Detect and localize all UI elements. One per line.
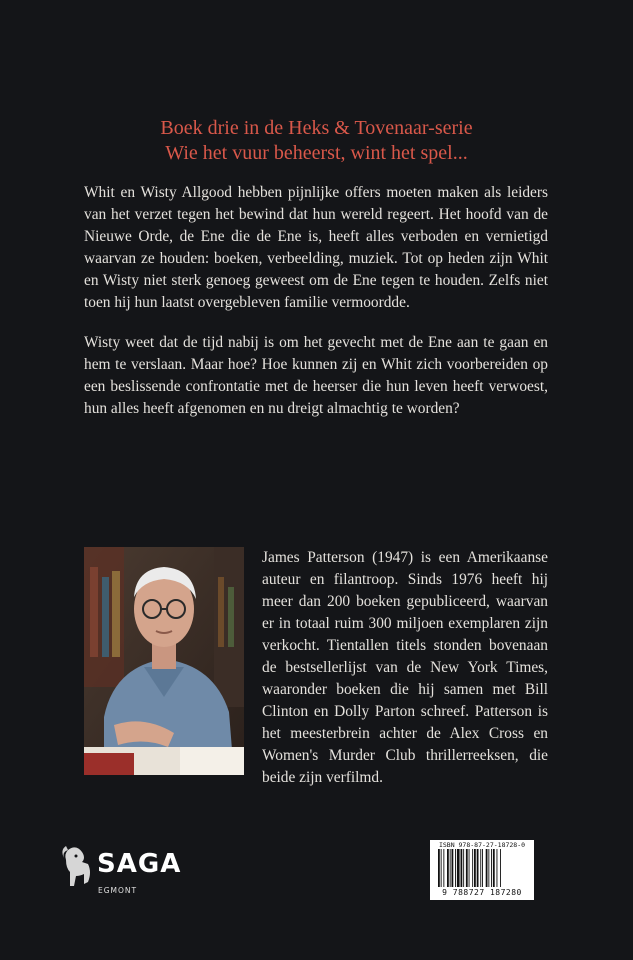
publisher-sub: EGMONT xyxy=(98,886,138,895)
description-paragraph-1: Whit en Wisty Allgood hebben pijnlijke offers moeten maken als leiders van het verzet tegen het bewind dat hun wereld regeert. Het hoofd van de Nieuwe Orde, de Ene die de Ene is, heeft alles verboden en vernietigd waarvan ze houden: boeken, verbeelding, muziek. Tot op heden zijn Whit en Wisty niet sterk genoeg geweest om de Ene tegen te houden. Zelfs niet toen hij hun laatst overgebleven familie vermoordde. xyxy=(84,184,548,311)
publisher-logo xyxy=(58,840,198,904)
tagline xyxy=(0,116,633,166)
barcode xyxy=(430,840,534,900)
author-photo xyxy=(84,547,244,775)
tagline-line-2: Wie het vuur beheerst, wint het spel... xyxy=(165,142,468,164)
tagline-line-1: Boek drie in de Heks & Tovenaar-serie xyxy=(160,117,473,139)
barcode-bars xyxy=(430,849,534,889)
barcode-number: 9 788727 187280 xyxy=(442,888,522,897)
isbn-label: ISBN 978-87-27-18728-0 xyxy=(438,841,526,849)
author-bio: James Patterson (1947) is een Amerikaanse auteur en filantroop. Sinds 1976 heeft hij meer dan 200 boeken gepubliceerd, waarvan er in totaal ruim 300 miljoen exemplaren zijn verkocht. Tientallen titels stonden bovenaan de bestsellerlijst van de New York Times, waaronder boeken die hij samen met Bill Clinton en Dolly Parton schreef. Patterson is het meesterbrein achter de Alex Cross en Women's Murder Club thrillerreeksen, die beide zijn verfilmd. xyxy=(262,549,548,786)
publisher-name: SAGA xyxy=(97,849,182,879)
goat-icon xyxy=(58,842,94,888)
description-paragraph-2: Wisty weet dat de tijd nabij is om het gevecht met de Ene aan te gaan en hem te verslaan. Maar hoe? Hoe kunnen zij en Whit zich voorbereiden op een beslissende confrontatie met de heerser die hun leven heeft verwoest, hun alles heeft afgenomen en nu dreigt almachtig te worden? xyxy=(84,334,548,417)
